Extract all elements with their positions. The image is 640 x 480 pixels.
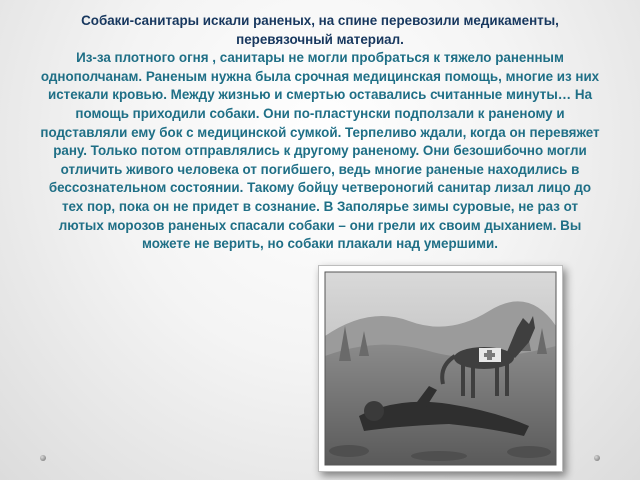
war-dog-drawing	[319, 266, 562, 471]
bullet-dot-icon	[40, 455, 46, 461]
slide-body-text: Из-за плотного огня , санитары не могли пробраться к тяжело раненным однополчанам. Раненым нужна была срочная медицинская помощь, многие из них истекали кровью. Между жизнью и смертью оставались считанные минуты… На помощь приходили собаки. Они по-пластунски подползали к раненому и подставляли ему бок с медицинской сумкой. Терпеливо ждали, когда он перевяжет рану. Только потом отправлялись к другому раненому. Они безошибочно могли отличить живого человека от погибшего, ведь многие раненые находились в бессознательном состоянии. Такому бойцу четвероногий санитар лизал лицо до тех пор, пока он не придет в сознание. В Заполярье зимы суровые, не раз от лютых морозов раненых спасали собаки – они грели их своим дыханием. Вы можете не верить, но собаки плакали над умершими.	[40, 50, 600, 252]
war-dog-illustration	[318, 265, 563, 472]
bullet-dot-icon	[594, 455, 600, 461]
text-block	[40, 12, 600, 254]
slide-heading: Собаки-санитары искали раненых, на спине перевозили медикаменты, перевязочный материал.	[81, 13, 559, 47]
